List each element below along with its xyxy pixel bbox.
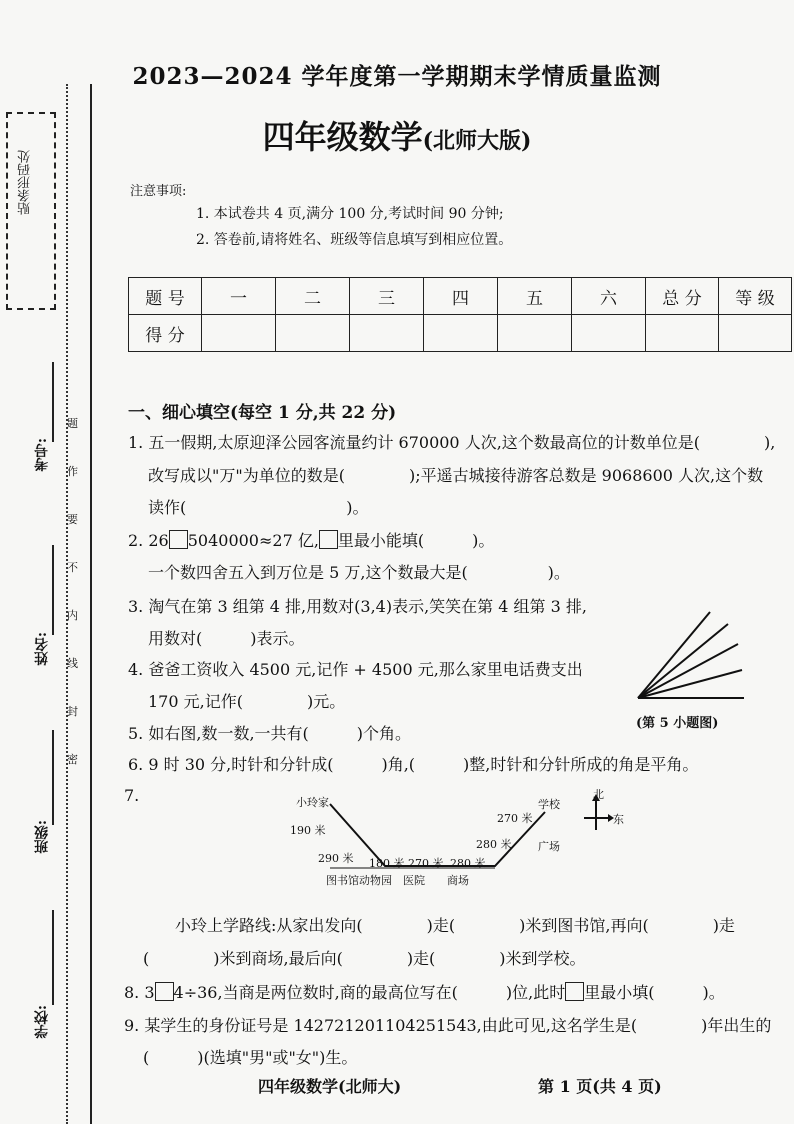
map-distance: 280 米 [450,857,486,870]
map-distance: 270 米 [497,812,533,825]
score-header-cell: 六 [572,278,646,315]
seal-char: 密 [67,753,78,766]
seal-char: 内 [67,609,78,622]
map-distance: 270 米 [408,857,444,870]
score-cell[interactable] [424,315,498,352]
note-item: 1. 本试卷共 4 页,满分 100 分,考试时间 90 分钟; [196,206,504,222]
student-id-field[interactable] [52,362,54,442]
q2-part: 5040000≈27 亿, [187,531,319,550]
footer-page-number: 第 1 页(共 4 页) [538,1077,662,1096]
edition-label: (北师大版) [422,128,532,154]
notes-heading: 注意事项: [130,184,187,199]
score-header-cell: 四 [424,278,498,315]
score-header-cell: 一 [202,278,276,315]
question-7-number: 7. [124,786,140,805]
score-cell[interactable] [202,315,276,352]
figure-caption: (第 5 小题图) [636,716,719,731]
note-item: 2. 答卷前,请将姓名、班级等信息填写到相应位置。 [196,232,513,248]
score-header-cell: 二 [276,278,350,315]
score-cell[interactable] [719,315,792,352]
class-field[interactable] [52,730,54,825]
question-6: 6. 9 时 30 分,时针和分针成( )角,( )整,时针和分针所成的角是平角。 [128,755,699,774]
digit-box [565,982,584,1001]
seal-char: 封 [67,705,78,718]
map-label-plaza: 广场 [538,840,560,853]
question-2-line-2: 一个数四舍五入到万位是 5 万,这个数最大是( )。 [148,563,570,582]
q8-part: 4÷36,当商是两位数时,商的最高位写在( )位,此时 [173,983,566,1002]
question-4-line-1: 4. 爸爸工资收入 4500 元,记作 + 4500 元,那么家里电话费支出 [128,660,583,679]
school-label: 学校: [34,1005,50,1039]
q2-part: 2. 26 [128,531,169,550]
angle-ray [638,612,710,698]
score-header-cell: 题 号 [129,278,202,315]
score-cell[interactable] [350,315,424,352]
digit-box [319,530,338,549]
score-table [128,277,792,352]
question-1-line-3: 读作( )。 [148,498,369,517]
score-cell[interactable] [276,315,350,352]
seal-solid-line [90,84,92,1124]
question-7-line-1: 小玲上学路线:从家出发向( )走( )米到图书馆,再向( )走 [175,916,735,935]
score-header-cell: 等 级 [719,278,792,315]
question-9-line-2: ( )(选填"男"或"女")生。 [143,1048,358,1067]
q8-part: 8. 3 [124,983,155,1002]
score-header-cell: 总 分 [646,278,719,315]
compass-east-label: 东 [613,813,624,826]
school-field[interactable] [52,910,54,1005]
section-heading: 一、细心填空(每空 1 分,共 22 分) [128,403,397,423]
score-header-cell: 五 [498,278,572,315]
q2-part: 里最小能填( )。 [337,531,495,550]
question-3-line-1: 3. 淘气在第 3 组第 4 排,用数对(3,4)表示,笑笑在第 4 组第 3 排, [128,597,587,616]
score-cell[interactable] [572,315,646,352]
score-row-label: 得 分 [129,315,202,352]
student-id-label: 考号: [34,438,50,472]
question-9-line-1: 9. 某学生的身份证号是 142721201104251543,由此可见,这名学生是( )年出生的 [124,1016,772,1035]
question-8 [124,980,725,1003]
map-bottom-labels: 图书馆动物园 医院 商场 [326,874,469,887]
question-4-line-2: 170 元,记作( )元。 [148,692,346,711]
q8-part: 里最小填( )。 [584,983,725,1002]
seal-char: 作 [67,465,78,478]
footer-subject: 四年级数学(北师大) [258,1077,402,1096]
map-label-home: 小玲家 [296,796,329,809]
question-5: 5. 如右图,数一数,一共有( )个角。 [128,724,412,743]
digit-box[interactable] [169,530,188,549]
class-label: 班级: [34,820,50,854]
seal-char: 线 [67,657,78,670]
exam-subtitle [0,112,794,158]
map-label-school: 学校 [538,798,560,811]
barcode-sticker-label: 贴条形码处 [18,150,33,215]
seal-char: 题 [67,417,78,430]
digit-box[interactable] [155,982,174,1001]
name-field[interactable] [52,545,54,635]
map-distance: 190 米 [290,824,326,837]
angle-ray [638,644,738,698]
question-3-line-2: 用数对( )表示。 [148,629,305,648]
score-table-header-row [129,278,792,315]
map-distance: 180 米 [369,857,405,870]
angle-figure [634,608,748,704]
score-table-score-row [129,315,792,352]
map-distance: 290 米 [318,852,354,865]
question-2-line-1 [128,528,494,551]
question-7-line-2: ( )米到商场,最后向( )走( )米到学校。 [143,949,586,968]
seal-dotted-line-outer [66,84,68,1124]
score-header-cell: 三 [350,278,424,315]
seal-char: 要 [67,513,78,526]
exam-title: 2023—2024 学年度第一学期期末学情质量监测 [132,63,662,90]
name-label: 姓名: [34,632,50,666]
subject-title: 四年级数学 [262,118,423,156]
map-distance: 280 米 [476,838,512,851]
score-cell[interactable] [498,315,572,352]
seal-char: 不 [67,561,78,574]
question-1-line-2: 改写成以"万"为单位的数是( );平遥古城接待游客总数是 9068600 人次,这个数 [148,466,764,485]
score-cell[interactable] [646,315,719,352]
compass-north-label: 北 [593,788,604,801]
question-1-line-1: 1. 五一假期,太原迎泽公园客流量约计 670000 人次,这个数最高位的计数单位是( ), [128,433,776,452]
